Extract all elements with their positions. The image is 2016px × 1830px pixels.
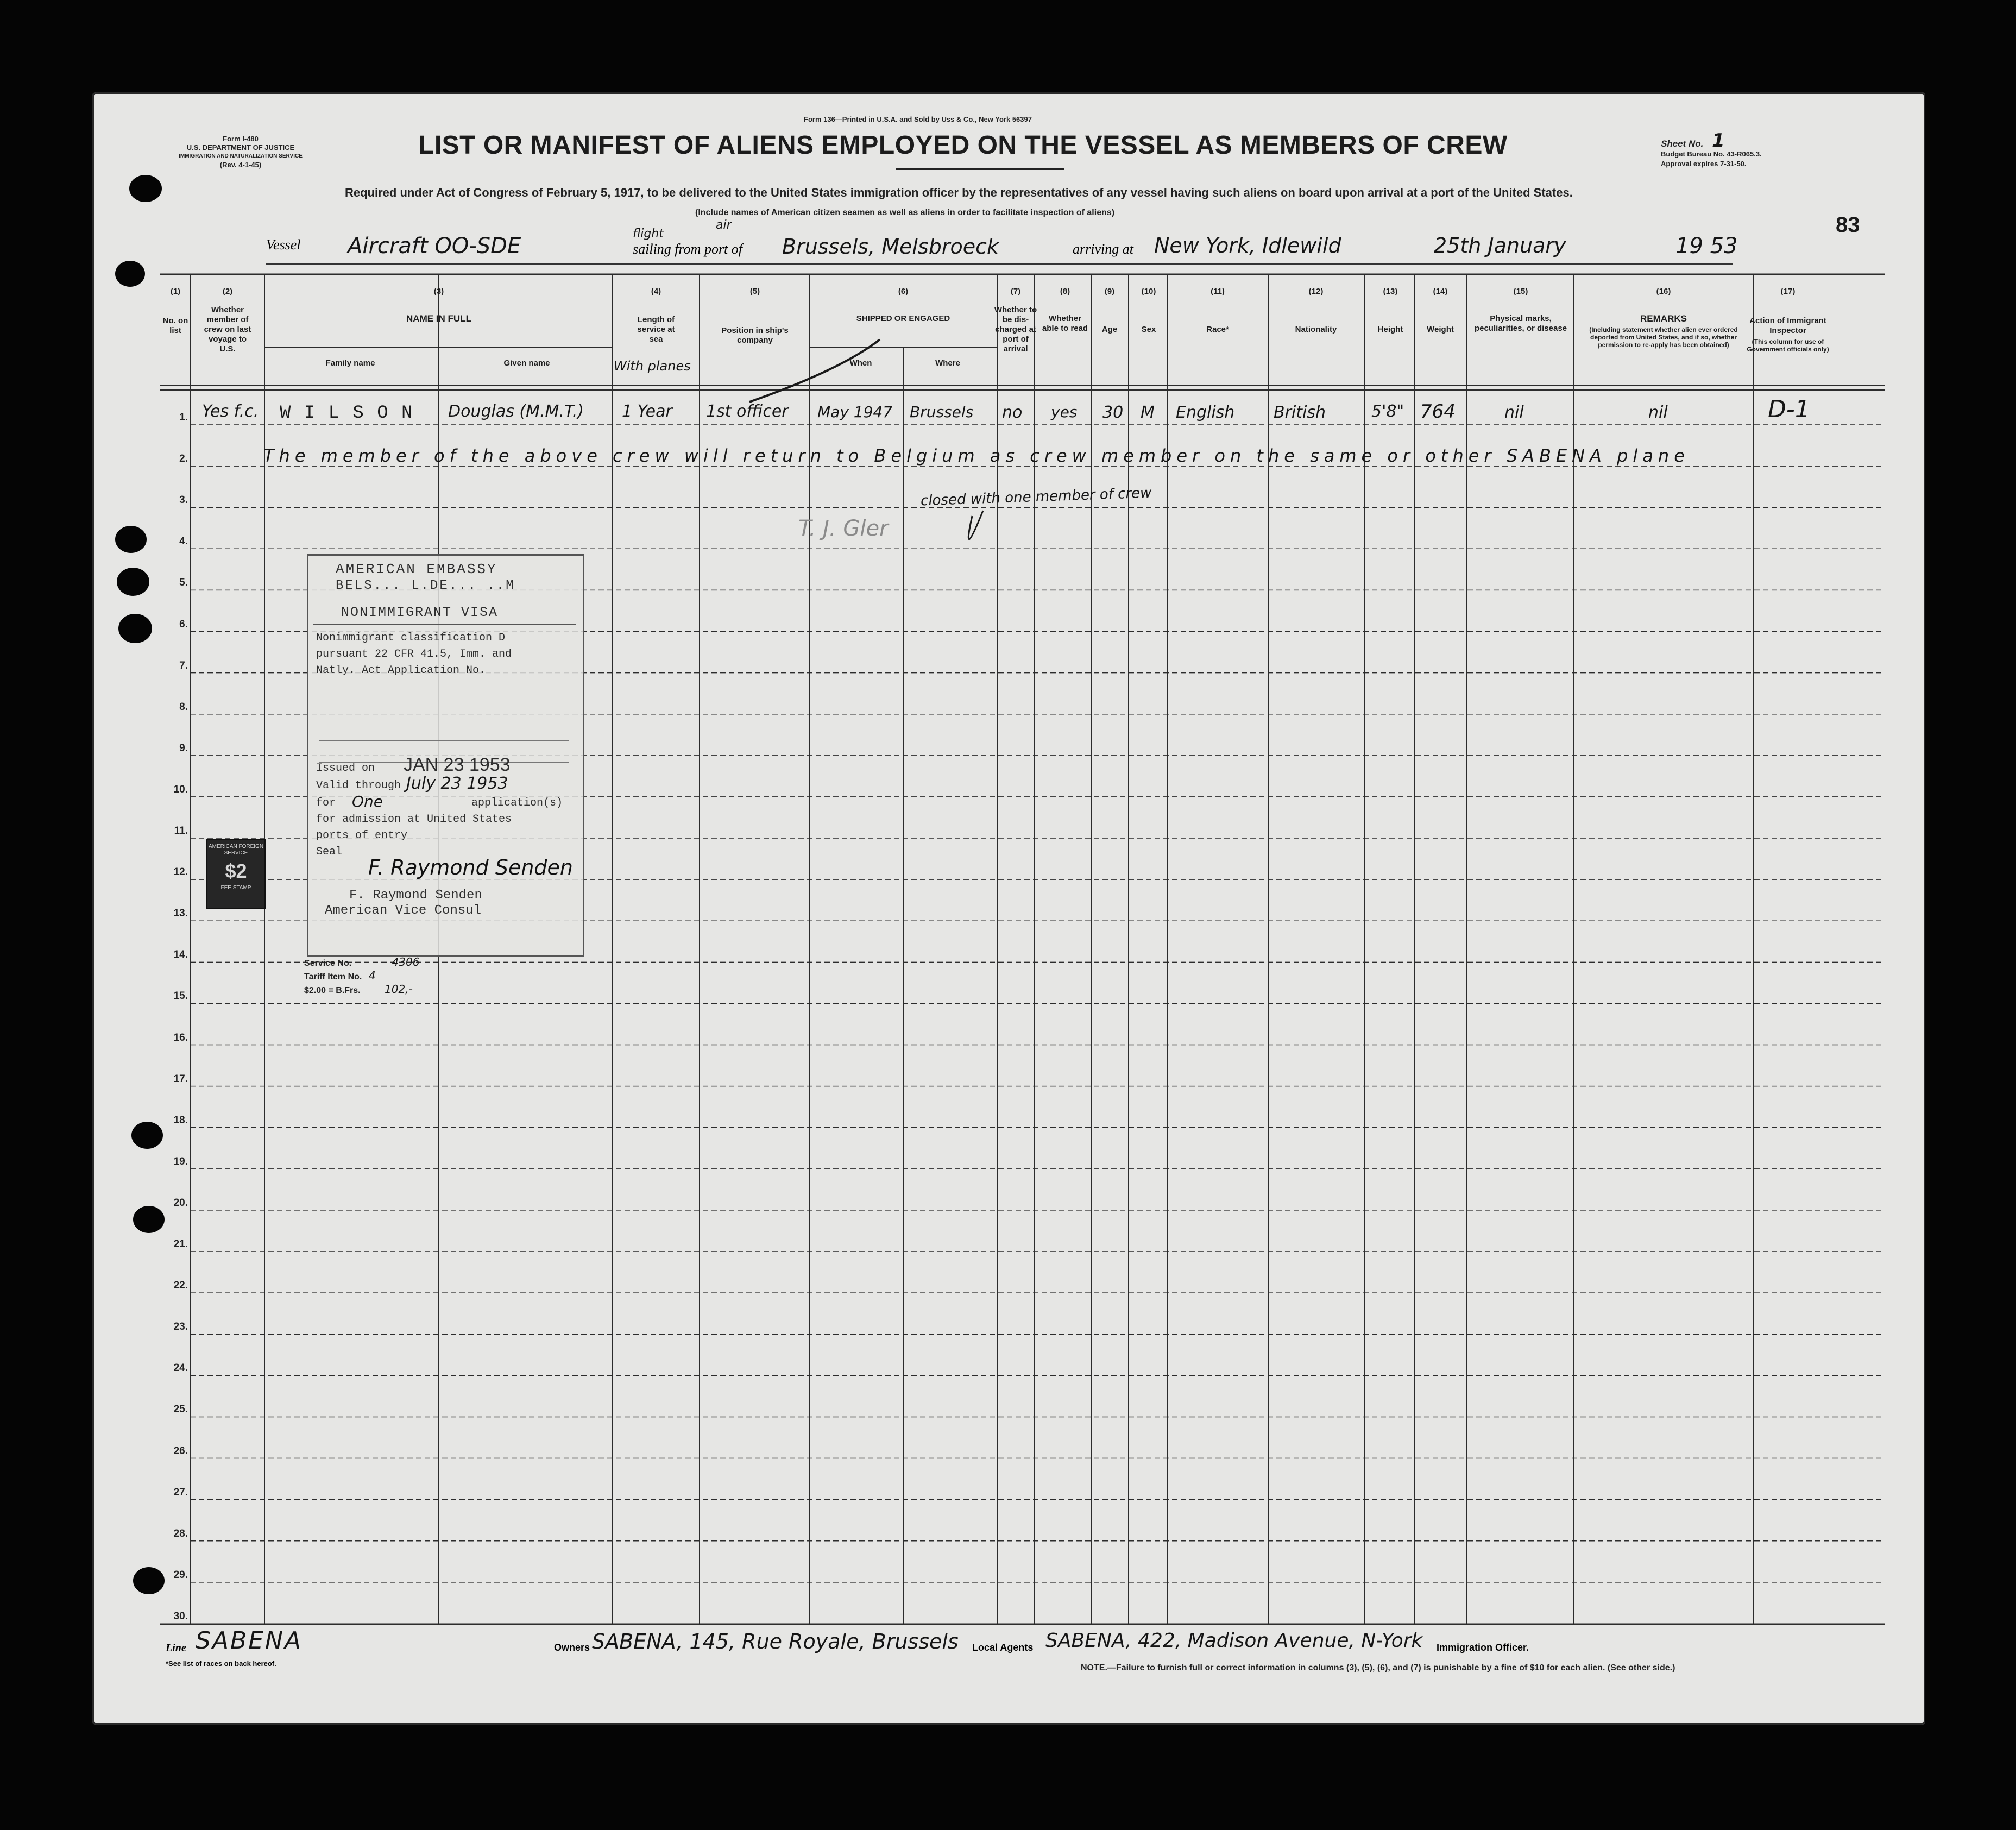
row-number: 8. bbox=[179, 701, 188, 713]
row-number: 11. bbox=[174, 825, 188, 837]
row1-sex: M bbox=[1141, 403, 1155, 422]
row-number: 10. bbox=[173, 783, 188, 795]
visa-embassy: AMERICAN EMBASSY bbox=[336, 561, 497, 577]
header-length-of-service: Length of service at sea bbox=[637, 315, 675, 344]
row-number: 9. bbox=[179, 742, 188, 754]
header-shipped-or-engaged: SHIPPED OR ENGAGED bbox=[856, 314, 950, 323]
row-number: 24. bbox=[173, 1362, 188, 1374]
remarks-note: (Including statement whether alien ever ordered deported from United States, and if so, whether permission to re-apply has been obtained) bbox=[1589, 326, 1738, 349]
visa-signature: F. Raymond Senden bbox=[368, 856, 574, 879]
row-number: 6. bbox=[179, 618, 188, 630]
footer-line-value: SABENA bbox=[196, 1627, 303, 1655]
header-position: Position in ship's company bbox=[721, 326, 789, 345]
row1-height: 5'8" bbox=[1371, 402, 1404, 421]
port-value: Brussels, Melsbroeck bbox=[782, 235, 999, 259]
visa-consul-name: F. Raymond Senden bbox=[349, 888, 482, 903]
header-race: Race* bbox=[1206, 325, 1229, 334]
visa-application: Natly. Act Application No. bbox=[316, 664, 486, 677]
arriving-label: arriving at bbox=[1073, 241, 1133, 257]
row-number: 15. bbox=[173, 990, 188, 1002]
header-remarks: REMARKS bbox=[1640, 313, 1687, 324]
row-number: 1. bbox=[179, 412, 188, 423]
colnum-5: (5) bbox=[749, 287, 760, 296]
header-able-to-read: Whether able to read bbox=[1042, 314, 1088, 333]
row-number: 27. bbox=[173, 1486, 188, 1498]
row-number: 4. bbox=[179, 536, 188, 548]
row-number: 17. bbox=[173, 1073, 188, 1085]
row1-last-voyage: Yes f.c. bbox=[202, 402, 259, 421]
colnum-3: (3) bbox=[433, 287, 444, 296]
fee-value: 102,- bbox=[385, 983, 413, 996]
revenue-fee-stamp bbox=[206, 839, 266, 909]
service-no-label: Service No. bbox=[304, 959, 352, 968]
sheet-label: Sheet No. bbox=[1661, 139, 1704, 149]
fee-label: $2.00 = B.Frs. bbox=[304, 986, 361, 995]
row-number: 13. bbox=[173, 908, 188, 920]
arriving-value: New York, Idlewild bbox=[1154, 234, 1341, 257]
visa-divider bbox=[313, 624, 576, 625]
row-number: 22. bbox=[173, 1280, 188, 1292]
visa-for-label: for bbox=[316, 797, 336, 809]
row1-nationality: British bbox=[1274, 403, 1326, 422]
row1-able-to-read: yes bbox=[1051, 403, 1078, 421]
sailing-label: sailing from port of bbox=[633, 241, 743, 257]
header-age: Age bbox=[1101, 325, 1118, 334]
header-where: Where bbox=[935, 359, 960, 368]
visa-valid-date: July 23 1953 bbox=[406, 774, 508, 793]
visa-applications: application(s) bbox=[471, 797, 563, 809]
header-action: Action of Immigrant Inspector bbox=[1749, 316, 1826, 335]
sheet-number: 1 bbox=[1712, 130, 1725, 152]
header-given-name: Given name bbox=[503, 359, 550, 368]
colnum-2: (2) bbox=[222, 287, 233, 296]
colnum-4: (4) bbox=[651, 287, 662, 296]
header-weight: Weight bbox=[1427, 325, 1454, 334]
colnum-1: (1) bbox=[170, 287, 181, 296]
footer-note: NOTE.—Failure to furnish full or correct information in columns (3), (5), (6), and (7) is punishable by a fine of $10 for each alien. (See other side.) bbox=[1081, 1663, 1675, 1672]
row1-position: 1st officer bbox=[706, 402, 789, 421]
form-revision: (Rev. 4-1-45) bbox=[219, 161, 262, 169]
row1-length-of-service: 1 Year bbox=[622, 402, 672, 421]
service-no-value: 4306 bbox=[392, 955, 420, 969]
service-name: IMMIGRATION AND NATURALIZATION SERVICE bbox=[179, 153, 303, 159]
header-family-name: Family name bbox=[325, 359, 375, 368]
header-sex: Sex bbox=[1141, 325, 1156, 334]
footer-agents-value: SABENA, 422, Madison Avenue, N-York bbox=[1045, 1630, 1423, 1652]
visa-type: NONIMMIGRANT VISA bbox=[341, 605, 499, 620]
row-number: 29. bbox=[173, 1569, 188, 1581]
inspector-initials: T. J. Gler bbox=[798, 516, 889, 541]
colnum-7: (7) bbox=[1010, 287, 1021, 296]
row-number: 28. bbox=[173, 1527, 188, 1539]
colnum-15: (15) bbox=[1513, 287, 1528, 296]
row3-note: closed with one member of crew bbox=[920, 485, 1152, 510]
row-number: 25. bbox=[173, 1404, 188, 1416]
row-number: 16. bbox=[173, 1032, 188, 1043]
tariff-label: Tariff Item No. bbox=[304, 972, 362, 982]
visa-classification: Nonimmigrant classification D bbox=[316, 632, 506, 644]
revenue-stamp-value: $2 bbox=[225, 860, 247, 882]
header-nationality: Nationality bbox=[1295, 325, 1337, 334]
vessel-label: Vessel bbox=[266, 237, 301, 253]
row1-where: Brussels bbox=[910, 403, 974, 421]
header-height: Height bbox=[1377, 325, 1403, 334]
row2-note: The member of the above crew will return to Belgium as crew member on the same or other SABENA plane bbox=[263, 445, 1690, 466]
colnum-9: (9) bbox=[1104, 287, 1115, 296]
include-note: (Include names of American citizen seamen as well as aliens in order to facilitate inspection of aliens) bbox=[695, 208, 1115, 217]
header-no-on-list: No. on list bbox=[162, 316, 188, 335]
nonimmigrant-visa-stamp bbox=[307, 554, 584, 957]
colnum-14: (14) bbox=[1433, 287, 1448, 296]
arrival-year: 19 53 bbox=[1675, 234, 1738, 259]
header-discharged: Whether to be dis-charged at port of arrival bbox=[994, 305, 1037, 354]
row-number: 7. bbox=[179, 659, 188, 671]
colnum-12: (12) bbox=[1308, 287, 1324, 296]
row-number: 20. bbox=[173, 1197, 188, 1209]
printer-note: Form 136—Printed in U.S.A. and Sold by Uss & Co., New York 56397 bbox=[804, 115, 1032, 123]
row-number: 19. bbox=[173, 1155, 188, 1167]
vessel-value: Aircraft OO-SDE bbox=[348, 234, 521, 259]
budget-bureau: Budget Bureau No. 43-R065.3. bbox=[1661, 150, 1762, 158]
row-number: 26. bbox=[173, 1445, 188, 1457]
revenue-stamp-top: AMERICAN FOREIGN SERVICE bbox=[208, 844, 264, 856]
visa-for-value: One bbox=[352, 793, 383, 810]
service-tariff-block bbox=[304, 956, 420, 997]
visa-field-line bbox=[319, 740, 569, 741]
colnum-11: (11) bbox=[1211, 287, 1225, 296]
row-number: 12. bbox=[173, 866, 188, 878]
flight-correction: flight bbox=[633, 227, 664, 241]
department-name: U.S. DEPARTMENT OF JUSTICE bbox=[186, 143, 295, 152]
row1-physical-marks: nil bbox=[1504, 403, 1524, 422]
visa-seal: Seal bbox=[316, 846, 343, 858]
row1-age: 30 bbox=[1102, 403, 1124, 422]
form-title: LIST OR MANIFEST OF ALIENS EMPLOYED ON THE VESSEL AS MEMBERS OF CREW bbox=[418, 131, 1508, 160]
form-id: Form I-480 bbox=[223, 135, 259, 143]
header-physical-marks: Physical marks, peculiarities, or disease bbox=[1474, 314, 1567, 333]
row-number: 18. bbox=[173, 1114, 188, 1126]
visa-admission: for admission at United States bbox=[316, 813, 512, 826]
row-number: 3. bbox=[179, 494, 188, 506]
page-number: 83 bbox=[1836, 213, 1860, 237]
row1-race: English bbox=[1176, 403, 1235, 422]
row-number: 30. bbox=[173, 1610, 188, 1622]
row-number: 14. bbox=[173, 949, 188, 961]
row-number: 2. bbox=[179, 453, 188, 465]
row1-action: D-1 bbox=[1768, 395, 1810, 423]
footer-owners-label: Owners bbox=[554, 1642, 590, 1653]
visa-cfr: pursuant 22 CFR 41.5, Imm. and bbox=[316, 648, 512, 661]
row1-when: May 1947 bbox=[817, 403, 893, 421]
action-note: (This column for use of Government officials only) bbox=[1747, 338, 1829, 353]
visa-issued-label: Issued on bbox=[316, 762, 375, 775]
colnum-8: (8) bbox=[1060, 287, 1070, 296]
with-planes-annotation: With planes bbox=[614, 359, 691, 374]
header-last-voyage: Whether member of crew on last voyage to U.S. bbox=[204, 305, 251, 354]
colnum-13: (13) bbox=[1383, 287, 1398, 296]
footer-officer-label: Immigration Officer. bbox=[1437, 1642, 1529, 1653]
footer-races-note: *See list of races on back hereof. bbox=[166, 1659, 276, 1668]
visa-ports: ports of entry bbox=[316, 829, 408, 842]
colnum-6: (6) bbox=[898, 287, 909, 296]
colnum-16: (16) bbox=[1656, 287, 1671, 296]
row1-discharged: no bbox=[1002, 403, 1023, 422]
approval-expiry: Approval expires 7-31-50. bbox=[1661, 160, 1747, 168]
visa-location: BELS... L.DE... ..M bbox=[336, 578, 515, 593]
visa-valid-label: Valid through bbox=[316, 779, 401, 792]
arrival-date: 25th January bbox=[1434, 234, 1566, 257]
row-number: 21. bbox=[173, 1238, 188, 1250]
footer-agents-label: Local Agents bbox=[972, 1642, 1034, 1653]
row1-remarks: nil bbox=[1648, 403, 1668, 422]
row1-weight: 764 bbox=[1420, 401, 1456, 423]
colnum-10: (10) bbox=[1141, 287, 1156, 296]
footer-line-label: Line bbox=[166, 1642, 186, 1654]
header-name-in-full: NAME IN FULL bbox=[406, 313, 471, 324]
revenue-stamp-bottom: FEE STAMP bbox=[220, 885, 251, 891]
header-when: When bbox=[849, 359, 872, 368]
tariff-value: 4 bbox=[368, 969, 376, 982]
visa-consul-title: American Vice Consul bbox=[325, 903, 482, 918]
air-correction: air bbox=[716, 218, 732, 232]
row1-family-name: W I L S O N bbox=[280, 403, 414, 424]
footer-owners-value: SABENA, 145, Rue Royale, Brussels bbox=[592, 1630, 959, 1653]
row-number: 5. bbox=[179, 577, 188, 589]
requirement-text: Required under Act of Congress of February 5, 1917, to be delivered to the United States immigration officer by the representatives of any vessel having such aliens on board upon arrival at a port of the United States. bbox=[345, 186, 1573, 199]
check-mark-stroke bbox=[744, 326, 1037, 570]
row-number: 23. bbox=[173, 1321, 188, 1333]
row1-given-name: Douglas (M.M.T.) bbox=[448, 402, 584, 421]
visa-issued-date: JAN 23 1953 bbox=[404, 754, 511, 775]
colnum-17: (17) bbox=[1780, 287, 1796, 296]
